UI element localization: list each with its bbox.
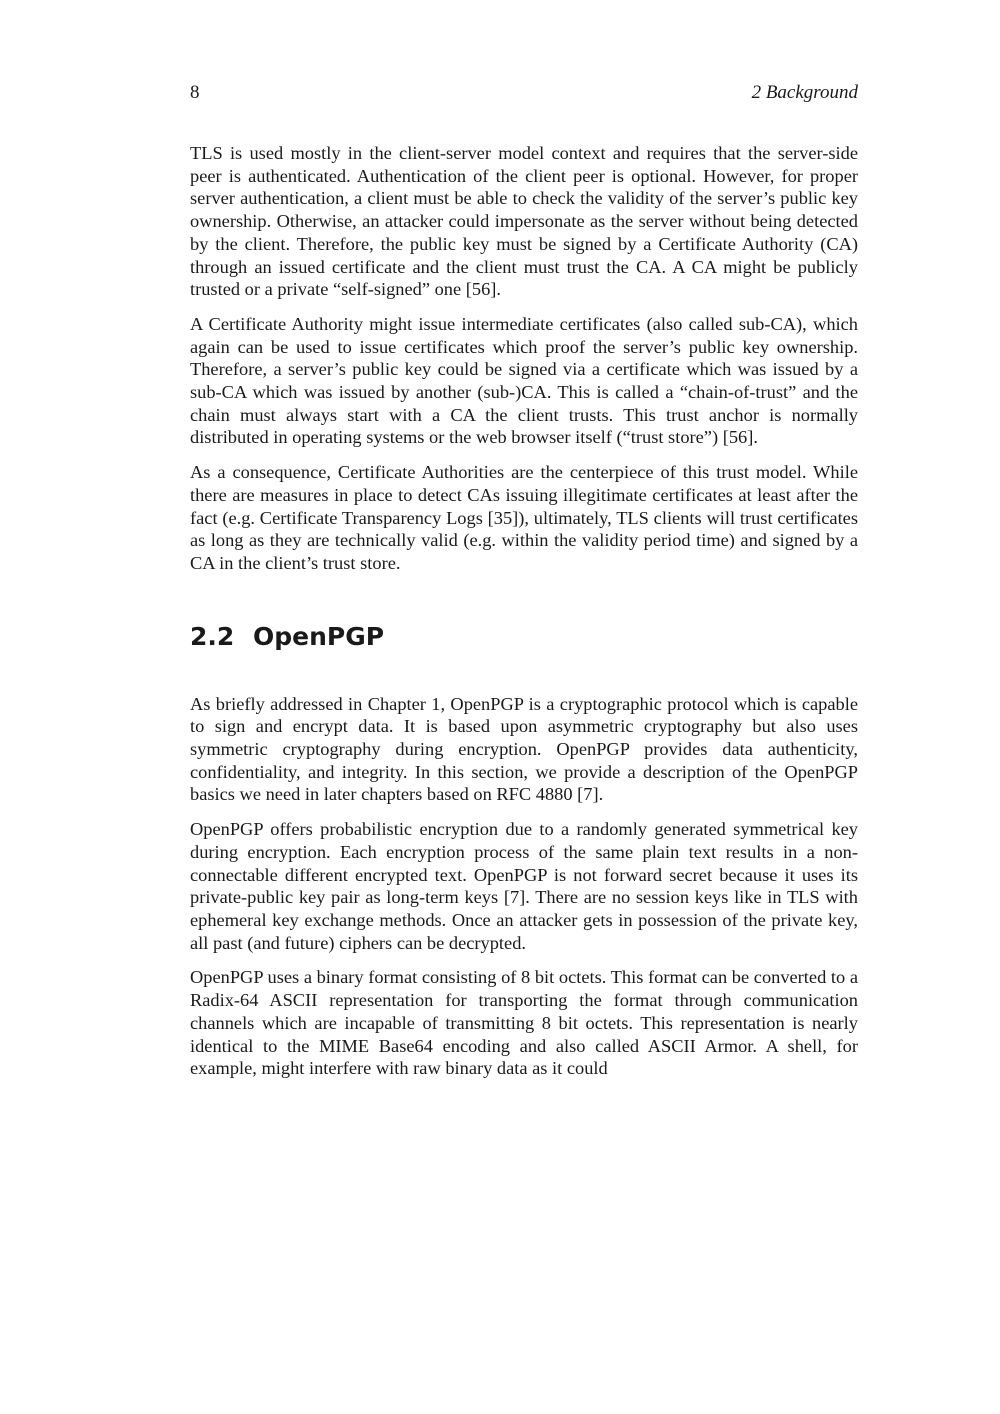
- paragraph-probabilistic-encryption: OpenPGP offers probabilistic encryption due to a randomly generated symmetrical key during encryption. Each encryption process of the same plain text results in a non-connectable different encrypted text. OpenPGP is not forward secret because it uses its private-public key pair as long-term keys [7]. There are no session keys like in TLS with ephemeral key exchange methods. Once an attacker gets in possession of the private key, all past (and future) ciphers can be decrypted.: [190, 819, 858, 953]
- section-heading: [190, 621, 858, 653]
- chapter-title: 2 Background: [751, 82, 858, 103]
- paragraph-binary-format: OpenPGP uses a binary format consisting of 8 bit octets. This format can be converted to a Radix-64 ASCII representation for transporting the format through communication channels which are incapable of transmitting 8 bit octets. This representation is nearly identical to the MIME Base64 encoding and also called ASCII Armor. A shell, for example, might interfere with raw binary data as it could: [190, 967, 858, 1079]
- paragraph-tls-authentication: TLS is used mostly in the client-server model context and requires that the server-side peer is authenticated. Authentication of the client peer is optional. However, for proper server authentication, a client must be able to check the validity of the server’s public key ownership. Otherwise, an attacker could impersonate as the server without being detected by the client. Therefore, the public key must be signed by a Certificate Authority (CA) through an issued certificate and the client must trust the CA. A CA might be publicly trusted or a private “self-signed” one [56].: [190, 143, 858, 300]
- paragraph-ca-centerpiece: As a consequence, Certificate Authorities are the centerpiece of this trust model. While there are measures in place to detect CAs issuing illegitimate certificates at least after the fact (e.g. Certificate Transparency Logs [35]), ultimately, TLS clients will trust certificates as long as they are technically valid (e.g. within the validity period time) and signed by a CA in the client’s trust store.: [190, 462, 858, 573]
- section-number: 2.2: [190, 621, 235, 651]
- paragraph-openpgp-intro: As briefly addressed in Chapter 1, OpenPGP is a cryptographic protocol which is capable to sign and encrypt data. It is based upon asymmetric cryptography but also uses symmetric cryptography during encryption. OpenPGP provides data authenticity, confidentiality, and integrity. In this section, we provide a description of the OpenPGP basics we need in later chapters based on RFC 4880 [7].: [190, 693, 858, 805]
- section-title: OpenPGP: [253, 621, 385, 651]
- page-number: 8: [190, 82, 200, 103]
- paragraph-chain-of-trust: A Certificate Authority might issue intermediate certificates (also called sub-CA), which again can be used to issue certificates which proof the server’s public key ownership. Therefore, a server’s public key could be signed via a certificate which was issued by a sub-CA which was issued by another (sub-)CA. This is called a “chain-of-trust” and the chain must always start with a CA the client trusts. This trust anchor is normally distributed in operating systems or the web browser itself (“trust store”) [56].: [190, 313, 858, 448]
- running-header: [190, 80, 858, 106]
- document-page: [190, 80, 858, 1092]
